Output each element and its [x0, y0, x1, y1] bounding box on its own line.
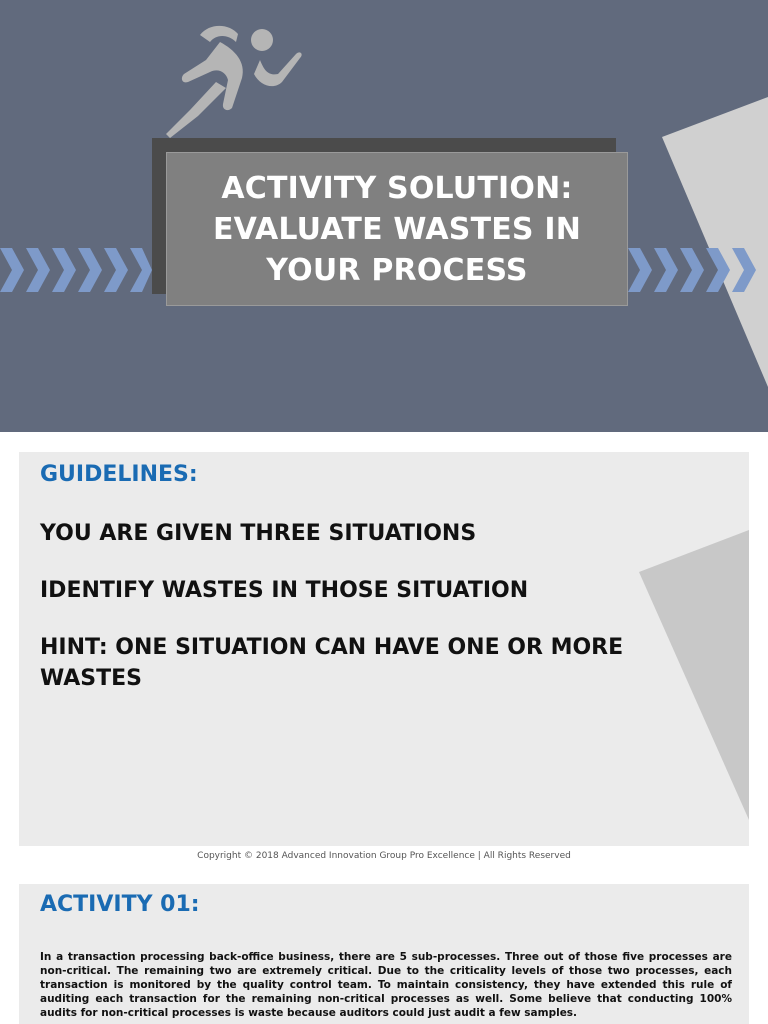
title-box: [166, 152, 628, 306]
guidelines-heading: GUIDELINES:: [40, 462, 198, 487]
activity-slide: [19, 884, 749, 1024]
slide-title: [213, 168, 581, 291]
decorative-triangle: [662, 97, 768, 397]
guideline-item: YOU ARE GIVEN THREE SITUATIONS: [40, 521, 477, 546]
title-line: EVALUATE WASTES IN: [212, 211, 582, 247]
activity-description: In a transaction processing back-office business, there are 5 sub-processes. Three out of those five processes are non-critical. The remaining two are extremely critical. Due to the criticality levels of those two processes, each transaction is monitored by the quality control team. To maintain consistency, they have extended this rule of auditing each transaction for the remaining non-critical processes as well. Some believe that conducting 100% audits for non-critical processes is waste because auditors could just audit a few samples.: [40, 951, 732, 1019]
guidelines-slide: [19, 452, 749, 846]
title-slide: [0, 0, 768, 432]
title-line: ACTIVITY SOLUTION:: [221, 170, 573, 206]
runner-icon: [160, 20, 310, 140]
chevron-arrows-right: [628, 248, 768, 292]
title-line: YOUR PROCESS: [266, 252, 528, 288]
activity-heading: ACTIVITY 01:: [40, 892, 200, 917]
chevron-arrows-left: [0, 248, 152, 292]
guideline-item: HINT: ONE SITUATION CAN HAVE ONE OR MORE WASTES: [40, 635, 624, 691]
guideline-item: IDENTIFY WASTES IN THOSE SITUATION: [40, 578, 529, 603]
copyright-text: Copyright © 2018 Advanced Innovation Group Pro Excellence | All Rights Reserved: [197, 851, 571, 861]
